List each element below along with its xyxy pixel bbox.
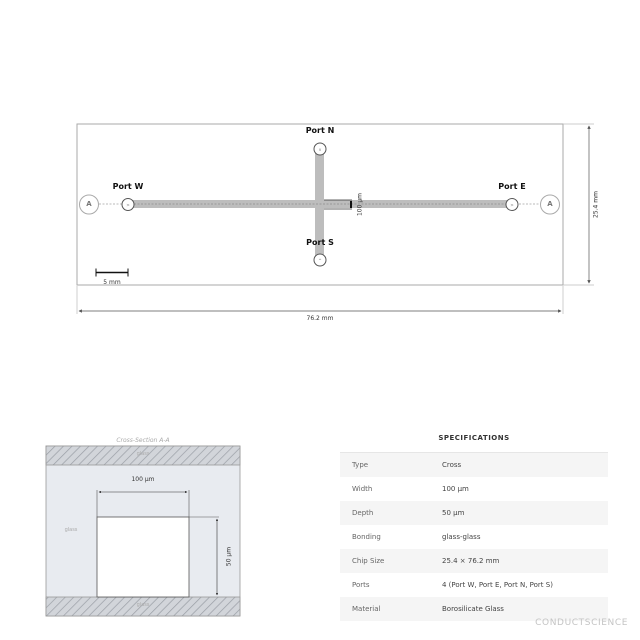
svg-text:>: > [510, 202, 514, 208]
spec-key: Chip Size [352, 557, 385, 565]
spec-key: Type [352, 461, 369, 469]
spec-key: Ports [352, 581, 370, 589]
cross-section-title: Cross-Section A-A [116, 437, 170, 444]
svg-text:v: v [318, 147, 322, 152]
spec-value: Cross [442, 461, 462, 469]
section-marker-left-label: A [86, 200, 92, 208]
spec-value: glass-glass [442, 533, 481, 541]
section-marker-right-label: A [547, 200, 553, 208]
spec-key: Material [352, 605, 381, 613]
brand-logo: CONDUCTSCIENCE [535, 618, 628, 628]
channel-width-label: 100 µm [356, 192, 364, 217]
cross-section-diagram [0, 430, 330, 640]
cross-section-width-label: 100 µm [131, 476, 155, 483]
spec-row-width [340, 477, 608, 501]
spec-key: Bonding [352, 533, 381, 541]
port-west-icon[interactable] [122, 199, 134, 211]
port-north-icon[interactable] [314, 143, 326, 155]
spec-row-depth [340, 501, 608, 525]
scale-bar-label: 5 mm [103, 279, 121, 286]
spec-key: Depth [352, 509, 374, 517]
specifications-table [340, 452, 608, 621]
spec-row-bonding [340, 525, 608, 549]
port-south-label: Port S [306, 238, 334, 247]
spec-row-type [340, 453, 608, 478]
cross-section-depth-label: 50 µm [225, 546, 233, 567]
port-east-label: Port E [498, 182, 526, 191]
port-south-icon[interactable] [314, 254, 326, 266]
scale-bar [96, 269, 128, 277]
spec-key: Width [352, 485, 373, 493]
port-north-label: Port N [305, 126, 335, 135]
spec-value: 50 µm [442, 509, 465, 517]
bottom-layer-label: glass [136, 602, 150, 608]
spec-value: 25.4 × 76.2 mm [442, 557, 500, 565]
spec-row-ports [340, 573, 608, 597]
width-dimension-label: 76.2 mm [306, 315, 334, 322]
top-layer-label: glass [136, 451, 150, 457]
spec-value: Borosilicate Glass [442, 605, 504, 613]
port-east-icon[interactable] [506, 199, 518, 211]
height-dimension-label: 25.4 mm [592, 191, 600, 218]
channel-cross-section [97, 517, 189, 597]
svg-text:>: > [126, 202, 130, 208]
side-glass-label: glass [64, 527, 78, 533]
port-west-label: Port W [112, 182, 144, 191]
spec-value: 4 (Port W, Port E, Port N, Port S) [442, 581, 553, 589]
spec-value: 100 µm [442, 485, 469, 493]
specifications-title: SPECIFICATIONS [438, 434, 510, 442]
svg-text:^: ^ [318, 258, 322, 263]
spec-row-chip-size [340, 549, 608, 573]
